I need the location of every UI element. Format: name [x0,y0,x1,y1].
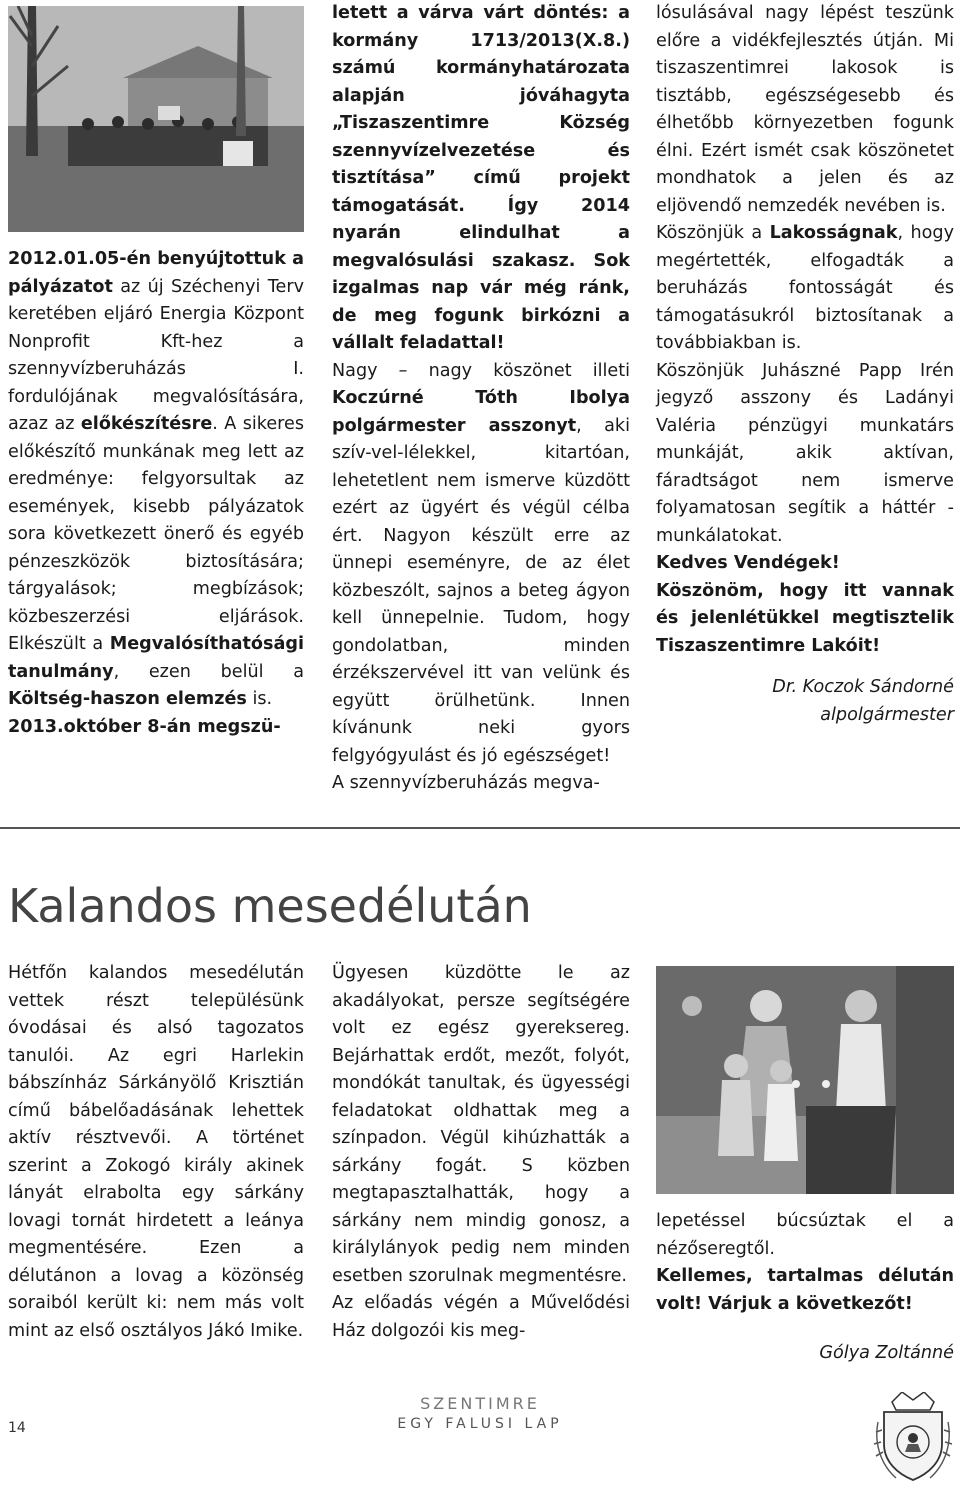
text: Nagy – nagy köszönet illeti [332,360,630,381]
paragraph: Ügyesen küzdötte le az akadályokat, persze segítségére volt ez egész gyereksereg. Bejárhattak erdőt, mezőt, folyót, mondókát tanultak, és ügyességi feladatokat oldhattak meg a színpadon. Végül kihúzhatták a sárkány fogát. S közben megtapasztalhatták, hogy a sárkány nem mindig gonosz, a királylányok pedig nem minden esetben szorulnak megmentésre. [332,963,630,1286]
signature-role: alpolgármester [820,704,954,725]
paragraph: 2013.október 8-án megszü- [8,716,281,737]
article2-column-2 [332,960,630,1345]
paragraph [656,220,954,358]
children-puppet-show-photo [656,966,954,1194]
paragraph: A szennyvízberuházás megva- [332,773,600,793]
text: , hogy megértették, elfogadták a beruházás fontosságát és támogatásukról biztosítanak a továbbiakban is. [656,223,954,353]
paragraph: letett a várva várt döntés: a kormány 1713/2013(X.8.) számú kormányhatározata alapján jóváhagyta „Tiszaszentimre Község szennyvízelvezetése és tisztítása” című projekt támogatását. Így 2014 nyarán elindulhat a megvalósulási szakasz. Sok izgalmas nap vár még ránk, de meg fogunk birkózni a vállalt feladattal! [332,3,630,353]
paragraph: Köszönjük Juhászné Papp Irén jegyző asszony és Ladányi Valéria pénzügyi munkatárs munkáját, akik aktívan, fáradtságot nem ismerve folyamatosan segítik a háttér - munkálatokat. [656,360,954,546]
text: is. [246,689,273,709]
text: , ezen belül a [113,661,304,682]
paragraph: Kellemes, tartalmas délután volt! Várjuk a következőt! [656,1266,954,1314]
publication-title: SZENTIMRE [420,1394,540,1413]
paragraph [8,246,304,714]
section-divider [0,827,960,829]
article1-column-3 [656,0,954,729]
article1-column-1 [8,246,304,741]
text: , aki szív-vel-lélekkel, kitartóan, lehetetlent nem ismerve küzdött ezért az ügyért és végül célba ért. Nagyon készült erre az ünnepi eseményre, de az élet közbeszólt, sajnos a beteg ágyon kell ünnepelnie. Tudom, hogy gondolatban, minden érzékszervével itt van velünk és együtt örülhetünk. Innen kívánunk neki gyors felgyógyulást és jó egészséget! [332,415,630,766]
paragraph [332,358,630,771]
article1-column-2 [332,0,630,798]
coat-of-arms-icon [872,1392,954,1486]
bold-term: Lakosságnak [769,223,898,243]
greeting: Kedves Vendégek! [656,553,840,573]
article-title: Kalandos mesedélután [8,879,532,933]
signature: Gólya Zoltánné [819,1343,954,1363]
bold-name: Koczúrné Tóth Ibolya polgármester asszonyt [332,388,630,436]
bold-lead: 2012.01.05-én benyújtottuk a pályázatot [8,249,304,297]
text: Köszönjük a [656,223,770,243]
paragraph: lepetéssel búcsúztak el a nézőseregtől. [656,1211,954,1259]
text: . A sikeres előkészítő munkának meg lett az eredménye: felgyorsultak az események, kisebb pályázatok sora következett önerő és egyéb pénzeszközök biztosítására; tárgyalások; megbízások; közbeszerzési eljárások. Elkészült a [8,414,304,654]
bold-term: Megvalósíthatósági tanulmány [8,634,304,682]
article2-column-3 [656,1208,954,1368]
page-number: 14 [8,1420,26,1436]
signature-name: Dr. Koczok Sándorné [772,677,954,697]
bold-term: előkészítésre [80,414,213,434]
article2-column-1 [8,960,304,1345]
bold-term: Költség-haszon elemzés [8,689,247,709]
text: az új Széchenyi Terv keretében eljáró Energia Központ Nonprofit Kft-hez a szennyvízberuházás I. fordulójának megvalósítására, azaz az [8,276,304,434]
publication-subtitle: EGY FALUSI LAP [397,1416,563,1432]
paragraph: Köszönöm, hogy itt vannak és jelenlétükkel megtisztelik Tiszaszentimre Lakóit! [656,580,954,656]
paragraph: Az előadás végén a Művelődési Ház dolgozói kis meg- [332,1293,630,1341]
crowd-ceremony-photo [8,6,304,232]
paragraph: Hétfőn kalandos mesedélután vettek részt településünk óvodásai és alsó tagozatos tanulói. Az egri Harlekin bábszínház Sárkányölő Krisztián című bábelőadásának lehettek aktív résztvevői. A történet szerint a Zokogó király akinek lányát elrabolta egy sárkány lovagi tornát hirdetett a leánya megmentésére. Ezen a délutánon a lovag a közönség soraiból került ki: nem más volt mint az első osztályos Jákó Imike. [8,963,304,1341]
paragraph: lósulásával nagy lépést teszünk előre a vidékfejlesztés útján. Mi tiszaszentimrei lakosok is tisztább, egészségesebb és élhetőbb környezetben fogunk élni. Ezért ismét csak köszönetet mondhatok a jelen és az eljövendő nemzedék nevében is. [656,3,954,216]
